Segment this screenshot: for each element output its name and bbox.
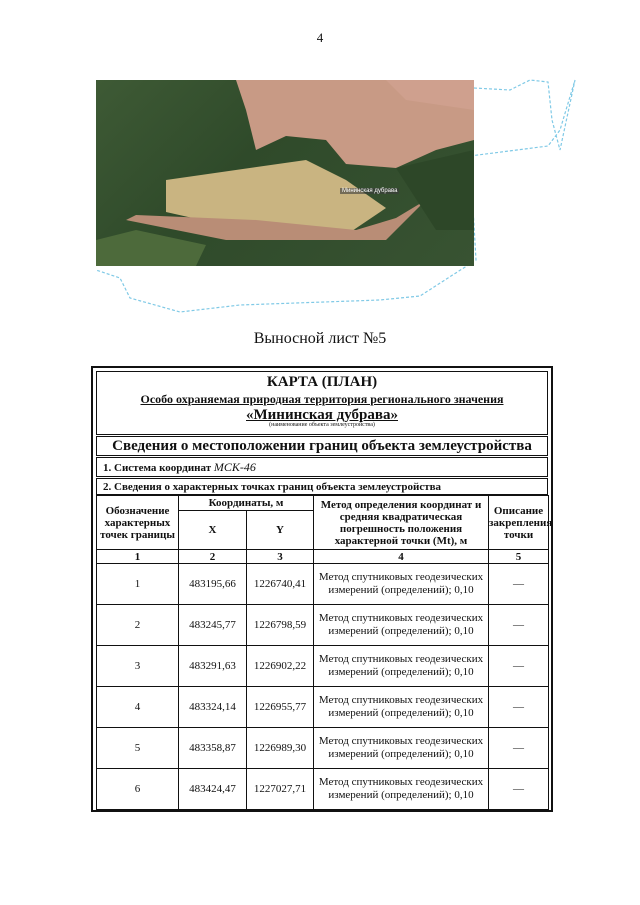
point-id: 2	[97, 605, 179, 646]
column-number: 3	[247, 550, 314, 564]
method-cell: Метод спутниковых геодезических измерений (определений); 0,10	[314, 728, 489, 769]
map-label: Мининская дубрава	[342, 188, 398, 194]
table-row	[97, 769, 549, 810]
section-title: Сведения о местоположении границ объекта землеустройства	[96, 436, 548, 456]
column-number: 2	[179, 550, 247, 564]
coord-y: 1227027,71	[247, 769, 314, 810]
header-description: Описание закрепления точки	[489, 496, 549, 550]
coord-y: 1226989,30	[247, 728, 314, 769]
column-number: 5	[489, 550, 549, 564]
map-area	[0, 60, 640, 320]
table-row	[97, 605, 549, 646]
method-cell: Метод спутниковых геодезических измерений (определений); 0,10	[314, 564, 489, 605]
map-fields	[96, 80, 474, 266]
column-numbers-row	[97, 550, 549, 564]
object-name-caption: (наименование объекта землеустройства)	[269, 422, 375, 428]
method-cell: Метод спутниковых геодезических измерений (определений); 0,10	[314, 687, 489, 728]
column-number: 1	[97, 550, 179, 564]
coord-x: 483424,47	[179, 769, 247, 810]
point-id: 1	[97, 564, 179, 605]
header-designation: Обозначение характерных точек границы	[97, 496, 179, 550]
document-frame	[91, 366, 553, 812]
satellite-map	[96, 80, 474, 266]
sheet-title: Выносной лист №5	[253, 330, 387, 347]
coord-y: 1226955,77	[247, 687, 314, 728]
point-id: 4	[97, 687, 179, 728]
points-table	[96, 495, 553, 810]
territory-category: Особо охраняемая природная территория регионального значения	[140, 392, 504, 406]
description-cell: —	[489, 687, 549, 728]
map-header	[96, 371, 548, 435]
header-y: Y	[247, 511, 314, 550]
coord-x: 483291,63	[179, 646, 247, 687]
description-cell: —	[489, 605, 549, 646]
point-id: 3	[97, 646, 179, 687]
point-id: 5	[97, 728, 179, 769]
table-row	[97, 687, 549, 728]
coord-y: 1226798,59	[247, 605, 314, 646]
header-x: X	[179, 511, 247, 550]
description-cell: —	[489, 564, 549, 605]
coord-x: 483195,66	[179, 564, 247, 605]
description-cell: —	[489, 728, 549, 769]
coord-x: 483324,14	[179, 687, 247, 728]
map-title: КАРТА (ПЛАН)	[266, 374, 378, 390]
table-row	[97, 646, 549, 687]
points-title: 2. Сведения о характерных точках границ объекта землеустройства	[96, 478, 548, 495]
method-cell: Метод спутниковых геодезических измерений (определений); 0,10	[314, 605, 489, 646]
coord-x: 483245,77	[179, 605, 247, 646]
description-cell: —	[489, 646, 549, 687]
coordinate-system-row	[96, 457, 548, 477]
description-cell: —	[489, 769, 549, 810]
page-number: 4	[316, 30, 324, 45]
table-row	[97, 564, 549, 605]
method-cell: Метод спутниковых геодезических измерений (определений); 0,10	[314, 769, 489, 810]
header-coordinates: Координаты, м	[179, 496, 314, 511]
coordinate-system-value: МСК-46	[213, 460, 256, 474]
column-number: 4	[314, 550, 489, 564]
object-name: «Мининская дубрава»	[246, 407, 398, 423]
point-id: 6	[97, 769, 179, 810]
table-row	[97, 728, 549, 769]
coord-y: 1226902,22	[247, 646, 314, 687]
method-cell: Метод спутниковых геодезических измерений (определений); 0,10	[314, 646, 489, 687]
coordinate-system-label: 1. Система координат	[103, 462, 212, 474]
header-method: Метод определения координат и средняя квадратическая погрешность положения характерной точки (Mt), м	[314, 496, 489, 550]
coord-y: 1226740,41	[247, 564, 314, 605]
coord-x: 483358,87	[179, 728, 247, 769]
